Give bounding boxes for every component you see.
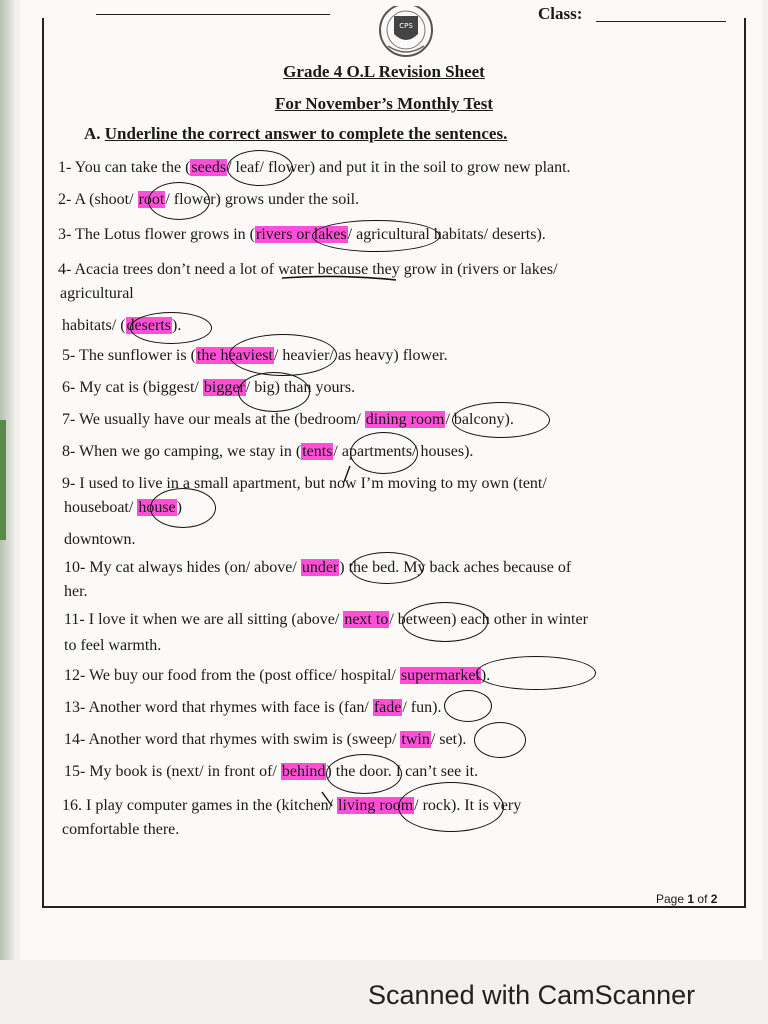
section-heading (84, 124, 507, 144)
highlighted-answer: tents (302, 443, 333, 460)
question-line (64, 530, 136, 550)
question-text: 8- When we go camping, we stay in ( (62, 443, 302, 460)
question-line (62, 474, 547, 494)
question-text: 2- A (shoot/ (58, 191, 138, 208)
highlighted-answer: twin (401, 731, 430, 748)
highlighted-answer: fade (373, 699, 402, 716)
question-text: 16. I play computer games in the (kitchen/ (62, 797, 338, 814)
question-text: 5- The sunflower is ( (62, 347, 196, 364)
highlighted-answer: behind (281, 763, 326, 780)
question-line (62, 378, 355, 398)
name-line (96, 14, 330, 15)
question-text: ) (176, 499, 182, 516)
question-line (64, 498, 182, 518)
highlighted-answer: seeds (191, 159, 227, 176)
question-line (58, 225, 546, 245)
highlighted-answer: the heaviest (196, 347, 273, 364)
scan-edge-strip (0, 420, 6, 540)
question-text: / big) than yours. (245, 379, 356, 396)
question-line (58, 190, 359, 210)
question-line (64, 582, 88, 602)
question-text: 4- Acacia trees don’t need a lot of water because they grow in (rivers or lakes/ (58, 261, 558, 278)
question-text: / leaf/ flower) and put it in the soil to grow new plant. (227, 159, 571, 176)
question-line (62, 820, 179, 840)
question-text: / agricultural habitats/ deserts). (347, 226, 546, 243)
highlighted-answer: dining room (365, 411, 445, 428)
question-text: ) the bed. My back aches because of (339, 559, 572, 576)
question-text: 15- My book is (next/ in front of/ (64, 763, 281, 780)
question-text: ). (480, 667, 491, 684)
highlighted-answer: bigger (203, 379, 245, 396)
question-line (58, 260, 558, 280)
question-text: habitats/ ( (62, 317, 126, 334)
question-text: / flower) grows under the soil. (165, 191, 360, 208)
sheet-title: Grade 4 O.L Revision Sheet (283, 62, 485, 81)
question-text: comfortable there. (62, 821, 180, 838)
question-line (62, 796, 521, 816)
question-text: 11- I love it when we are all sitting (above/ (64, 611, 344, 628)
camscanner-watermark: Scanned with CamScanner (368, 980, 696, 1010)
highlighted-answer: supermarket (400, 667, 480, 684)
question-line (62, 316, 181, 336)
highlighted-answer: under (301, 559, 339, 576)
question-text: 12- We buy our food from the (post office/ hospital/ (64, 667, 400, 684)
question-text: 1- You can take the ( (58, 159, 191, 176)
question-line (64, 762, 478, 782)
highlighted-answer: rivers or lakes (256, 226, 347, 243)
question-text: / apartments/ houses). (333, 443, 474, 460)
section-letter: A. (84, 124, 101, 143)
question-text: downtown. (64, 531, 136, 548)
page-number: Page 1 of 2 (656, 892, 718, 906)
question-line (64, 558, 571, 578)
class-blank-line (596, 21, 726, 22)
highlighted-answer: house (138, 499, 176, 516)
question-text: / fun). (402, 699, 442, 716)
section-instruction: Underline the correct answer to complete the sentences. (104, 124, 508, 143)
question-line (58, 158, 571, 178)
school-seal-logo (364, 6, 448, 58)
question-text: to feel warmth. (64, 637, 162, 654)
question-text: / heavier/ as heavy) flower. (273, 347, 448, 364)
highlighted-answer: living room (338, 797, 414, 814)
question-text: / set). (430, 731, 467, 748)
question-line (64, 698, 441, 718)
class-label: Class: (538, 4, 583, 23)
svg-text:CPS: CPS (399, 22, 413, 30)
question-text: ) the door. I can’t see it. (326, 763, 479, 780)
question-line (64, 666, 490, 686)
question-text: / between) each other in winter (389, 611, 588, 628)
highlighted-answer: deserts (126, 317, 171, 334)
question-line (62, 442, 473, 462)
question-text: ). (171, 317, 182, 334)
question-text: 10- My cat always hides (on/ above/ (64, 559, 301, 576)
question-line (64, 636, 161, 656)
highlighted-answer: root (138, 191, 165, 208)
question-text: agricultural (60, 285, 134, 302)
question-text: houseboat/ (64, 499, 138, 516)
question-text: 14- Another word that rhymes with swim is (sweep/ (64, 731, 401, 748)
sheet-subtitle: For November’s Monthly Test (275, 94, 493, 113)
question-text: her. (64, 583, 88, 600)
question-line (62, 410, 514, 430)
question-text: 3- The Lotus flower grows in ( (58, 226, 255, 243)
question-text: 13- Another word that rhymes with face is (fan/ (64, 699, 373, 716)
question-text: 6- My cat is (biggest/ (62, 379, 203, 396)
question-line (60, 284, 134, 304)
highlighted-answer: next to (344, 611, 389, 628)
question-line (64, 730, 466, 750)
question-text: / rock). It is very (414, 797, 522, 814)
question-text: 9- I used to live in a small apartment, but now I’m moving to my own (tent/ (62, 475, 547, 492)
question-text: / balcony). (445, 411, 514, 428)
question-text: 7- We usually have our meals at the (bedroom/ (62, 411, 365, 428)
question-line (62, 346, 448, 366)
question-line (64, 610, 588, 630)
